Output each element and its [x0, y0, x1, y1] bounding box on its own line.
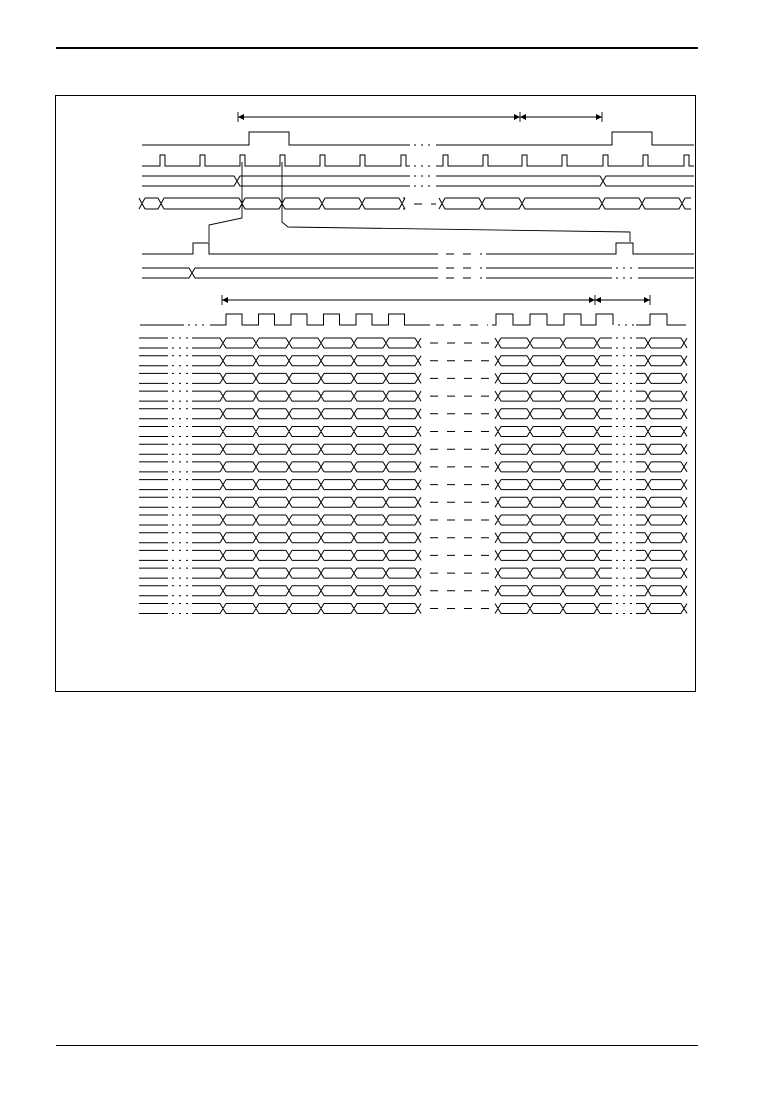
line-segment-1 — [192, 356, 421, 366]
line-segment-1 — [192, 373, 421, 383]
parallel-data-line-14 — [139, 568, 687, 578]
line-lead — [139, 515, 168, 525]
parallel-data-line-13 — [139, 550, 687, 560]
line-segment-3 — [636, 568, 687, 578]
line-segment-1 — [192, 586, 421, 596]
line-segment-3 — [636, 391, 687, 401]
interval-arrow-top — [238, 112, 602, 122]
line-segment-3 — [636, 409, 687, 419]
signal-frame — [142, 132, 694, 145]
bus-segment-2 — [439, 198, 691, 209]
signal-data-word — [139, 198, 691, 209]
line-segment-2 — [495, 338, 612, 348]
line-segment-3 — [636, 533, 687, 543]
line-lead — [139, 533, 168, 543]
parallel-data-line-4 — [139, 391, 687, 401]
line-segment-2 — [495, 604, 612, 614]
line-lead — [139, 568, 168, 578]
line-segment-3 — [636, 338, 687, 348]
line-segment-2 — [495, 480, 612, 490]
line-segment-2 — [495, 515, 612, 525]
line-lead — [139, 550, 168, 560]
interval-arrow-middle — [222, 295, 650, 305]
parallel-data-line-11 — [139, 515, 687, 525]
line-segment-2 — [495, 586, 612, 596]
clock-segment-1 — [210, 314, 430, 325]
line-segment-1 — [192, 533, 421, 543]
signal-mode — [142, 176, 694, 186]
line-segment-3 — [636, 497, 687, 507]
line-segment-3 — [636, 356, 687, 366]
line-lead — [139, 604, 168, 614]
line-lead — [139, 409, 168, 419]
parallel-data-line-16 — [139, 604, 687, 614]
line-segment-2 — [495, 427, 612, 437]
line-segment-2 — [495, 409, 612, 419]
parallel-data-line-7 — [139, 444, 687, 454]
line-lead — [139, 462, 168, 472]
parallel-data-line-3 — [139, 373, 687, 383]
parallel-data-line-6 — [139, 427, 687, 437]
bus-segment-1 — [139, 198, 405, 209]
line-segment-2 — [495, 550, 612, 560]
line-lead — [139, 391, 168, 401]
line-lead — [139, 586, 168, 596]
clock-segment-3 — [636, 314, 686, 325]
line-segment-1 — [192, 604, 421, 614]
line-lead — [139, 444, 168, 454]
connector-lines — [209, 162, 630, 242]
line-segment-1 — [192, 515, 421, 525]
strobe-pulse-train — [142, 155, 694, 166]
parallel-data-line-10 — [139, 497, 687, 507]
line-lead — [139, 480, 168, 490]
line-segment-1 — [192, 462, 421, 472]
line-segment-2 — [495, 373, 612, 383]
line-segment-1 — [192, 409, 421, 419]
line-segment-3 — [636, 586, 687, 596]
line-segment-3 — [636, 444, 687, 454]
line-segment-3 — [636, 427, 687, 437]
line-segment-1 — [192, 568, 421, 578]
line-lead — [139, 497, 168, 507]
line-segment-1 — [192, 427, 421, 437]
line-segment-3 — [636, 373, 687, 383]
footer-rule — [56, 1045, 698, 1046]
clock-segment-2 — [492, 314, 613, 325]
parallel-data-line-2 — [139, 356, 687, 366]
line-lead — [139, 356, 168, 366]
parallel-data-line-12 — [139, 533, 687, 543]
line-lead — [139, 373, 168, 383]
parallel-data-line-15 — [139, 586, 687, 596]
line-segment-1 — [192, 497, 421, 507]
line-lead — [139, 338, 168, 348]
parallel-data-line-1 — [139, 338, 687, 348]
signal-select — [142, 268, 694, 278]
line-segment-2 — [495, 444, 612, 454]
line-segment-2 — [495, 356, 612, 366]
line-segment-3 — [636, 515, 687, 525]
line-segment-3 — [636, 462, 687, 472]
line-segment-1 — [192, 444, 421, 454]
parallel-data-line-9 — [139, 480, 687, 490]
line-segment-2 — [495, 533, 612, 543]
signal-strobe — [142, 155, 694, 166]
line-segment-2 — [495, 497, 612, 507]
line-segment-1 — [192, 391, 421, 401]
line-lead — [139, 427, 168, 437]
line-segment-3 — [636, 480, 687, 490]
parallel-data-line-5 — [139, 409, 687, 419]
signal-sync — [142, 243, 694, 254]
line-segment-3 — [636, 604, 687, 614]
parallel-data-line-8 — [139, 462, 687, 472]
line-segment-3 — [636, 550, 687, 560]
line-segment-1 — [192, 550, 421, 560]
line-segment-2 — [495, 462, 612, 472]
signal-parallel-data — [139, 338, 687, 614]
line-segment-2 — [495, 391, 612, 401]
line-segment-1 — [192, 480, 421, 490]
line-segment-1 — [192, 338, 421, 348]
signal-bit-clock — [140, 314, 686, 325]
line-segment-2 — [495, 568, 612, 578]
